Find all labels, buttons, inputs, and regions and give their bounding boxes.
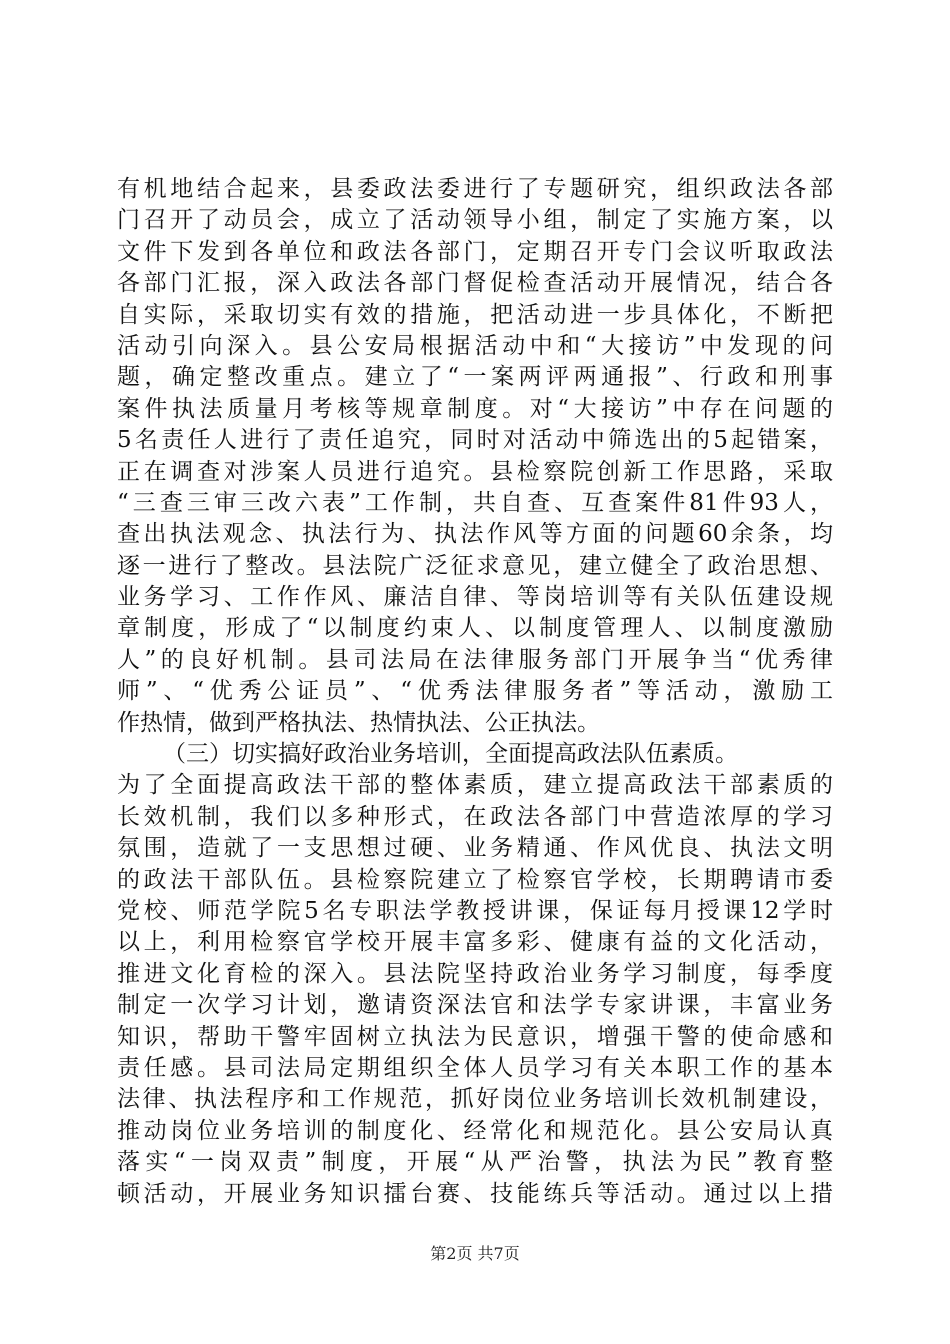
text-line: 党校、师范学院5名专职法学教授讲课，保证每月授课12学时	[117, 897, 833, 924]
text-line: 题，确定整改重点。建立了“一案两评两通报”、行政和刑事	[117, 364, 833, 391]
text-line: 章制度，形成了“以制度约束人、以制度管理人、以制度激励	[117, 615, 833, 642]
text-line: 以上，利用检察官学校开展丰富多彩、健康有益的文化活动，	[117, 929, 833, 956]
text-line: 落实“一岗双责”制度，开展“从严治警，执法为民”教育整	[117, 1149, 833, 1176]
text-line: 逐一进行了整改。县法院广泛征求意见，建立健全了政治思想、	[117, 552, 833, 579]
text-line: 法律、执法程序和工作规范，抓好岗位业务培训长效机制建设，	[117, 1086, 833, 1113]
text-line: 查出执法观念、执法行为、执法作风等方面的问题60余条，均	[117, 521, 833, 548]
text-line: 各部门汇报，深入政法各部门督促检查活动开展情况，结合各	[117, 270, 833, 297]
text-line: 5名责任人进行了责任追究，同时对活动中筛选出的5起错案，	[117, 427, 833, 454]
text-line: 文件下发到各单位和政法各部门，定期召开专门会议听取政法	[117, 238, 833, 265]
text-line: 案件执法质量月考核等规章制度。对“大接访”中存在问题的	[117, 395, 833, 422]
text-line: 活动引向深入。县公安局根据活动中和“大接访”中发现的问	[117, 332, 833, 359]
text-line: 的政法干部队伍。县检察院建立了检察官学校，长期聘请市委	[117, 866, 833, 893]
text-line: （三）切实搞好政治业务培训，全面提高政法队伍素质。	[163, 741, 738, 768]
text-line: 作热情，做到严格执法、热情执法、公正执法。	[117, 709, 600, 736]
text-line: 推进文化育检的深入。县法院坚持政治业务学习制度，每季度	[117, 960, 833, 987]
text-line: 门召开了动员会，成立了活动领导小组，制定了实施方案，以	[117, 207, 833, 234]
text-line: 自实际，采取切实有效的措施，把活动进一步具体化，不断把	[117, 301, 833, 328]
text-line: 责任感。县司法局定期组织全体人员学习有关本职工作的基本	[117, 1054, 833, 1081]
text-line: 推动岗位业务培训的制度化、经常化和规范化。县公安局认真	[117, 1117, 833, 1144]
text-line: “三查三审三改六表”工作制，共自查、互查案件81件93人，	[117, 489, 833, 516]
text-line: 业务学习、工作作风、廉洁自律、等岗培训等有关队伍建设规	[117, 584, 833, 611]
text-line: 人”的良好机制。县司法局在法律服务部门开展争当“优秀律	[117, 646, 833, 673]
text-line: 正在调查对涉案人员进行追究。县检察院创新工作思路，采取	[117, 458, 833, 485]
text-line: 氛围，造就了一支思想过硬、业务精通、作风优良、执法文明	[117, 835, 833, 862]
text-line: 制定一次学习计划，邀请资深法官和法学专家讲课，丰富业务	[117, 992, 833, 1019]
text-line: 长效机制，我们以多种形式，在政法各部门中营造浓厚的学习	[117, 803, 833, 830]
text-line: 师”、“优秀公证员”、“优秀法律服务者”等活动，激励工	[117, 678, 833, 705]
text-line: 为了全面提高政法干部的整体素质，建立提高政法干部素质的	[117, 772, 833, 799]
document-body	[117, 174, 833, 1210]
page-footer: 第2页 共7页	[430, 1244, 520, 1263]
text-line: 有机地结合起来，县委政法委进行了专题研究，组织政法各部	[117, 176, 833, 202]
text-line: 知识，帮助干警牢固树立执法为民意识，增强干警的使命感和	[117, 1023, 833, 1050]
text-line: 顿活动，开展业务知识擂台赛、技能练兵等活动。通过以上措	[117, 1180, 833, 1207]
